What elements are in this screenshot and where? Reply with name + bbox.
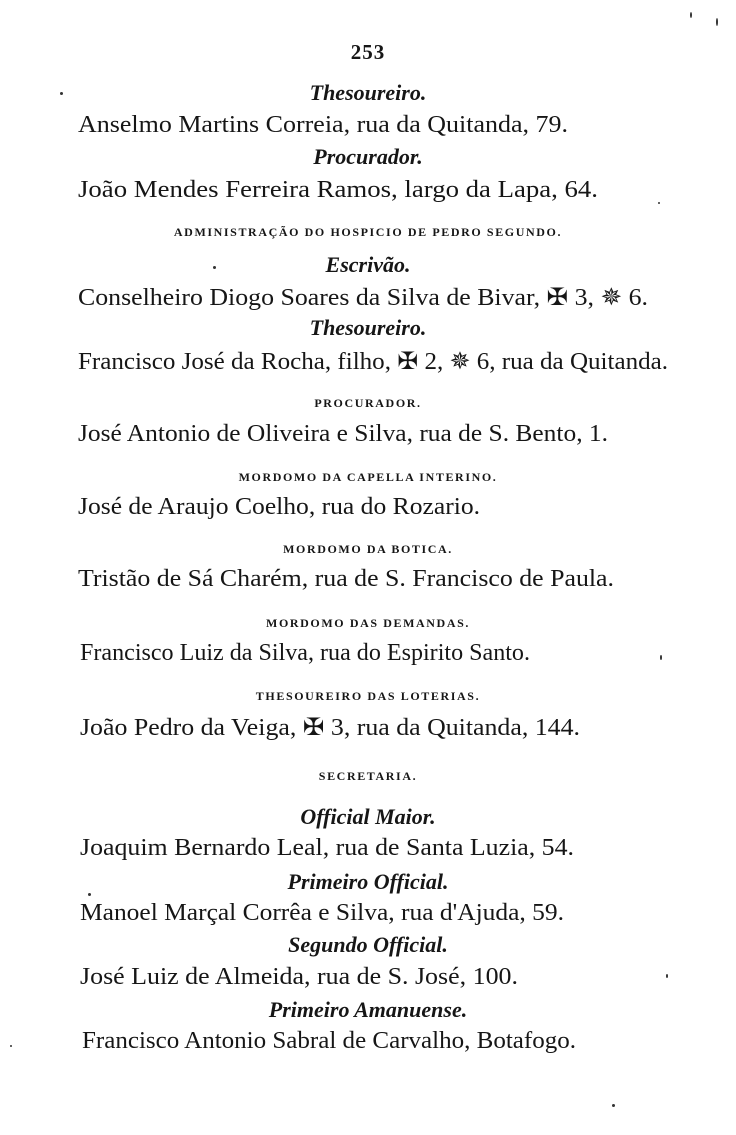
section-heading: MORDOMO DAS DEMANDAS.: [266, 616, 470, 630]
role-title: Official Maior.: [300, 804, 436, 829]
directory-entry: José de Araujo Coelho, rua do Rozario.: [78, 494, 480, 520]
role-title: Primeiro Official.: [287, 869, 449, 894]
scan-speck: [612, 1104, 615, 1107]
role-title: Primeiro Amanuense.: [268, 997, 468, 1022]
section-heading: SECRETARIA.: [318, 769, 418, 783]
role-title: Thesoureiro.: [309, 80, 427, 105]
scan-speck: [213, 266, 216, 269]
scan-speck: [660, 655, 662, 660]
scan-speck: [658, 202, 660, 204]
role-title: Segundo Official.: [288, 932, 448, 957]
scan-speck: [716, 18, 718, 26]
directory-entry: Manoel Marçal Corrêa e Silva, rua d'Ajuda, 59.: [80, 900, 564, 926]
directory-entry: José Antonio de Oliveira e Silva, rua de S. Bento, 1.: [78, 421, 608, 447]
role-title: Escrivão.: [325, 252, 411, 277]
directory-entry: Joaquim Bernardo Leal, rua de Santa Luzia, 54.: [80, 835, 574, 861]
directory-entry: José Luiz de Almeida, rua de S. José, 100.: [80, 964, 518, 990]
scan-speck: [666, 974, 668, 978]
directory-entry: Francisco José da Rocha, filho, ✠ 2, ✵ 6, rua da Quitanda.: [78, 349, 668, 375]
page-number: 253: [350, 40, 386, 64]
scan-speck: [690, 12, 692, 18]
role-title: Thesoureiro.: [309, 315, 427, 340]
section-heading: THESOUREIRO DAS LOTERIAS.: [255, 689, 481, 703]
scan-speck: [10, 1045, 12, 1047]
directory-entry: Francisco Antonio Sabral de Carvalho, Botafogo.: [82, 1028, 576, 1054]
section-heading: MORDOMO DA BOTICA.: [283, 542, 453, 556]
section-heading: ADMINISTRAÇÃO DO HOSPICIO DE PEDRO SEGUNDO.: [173, 225, 563, 239]
directory-entry: João Pedro da Veiga, ✠ 3, rua da Quitanda, 144.: [80, 715, 580, 741]
role-title: Procurador.: [313, 144, 423, 169]
section-heading: MORDOMO DA CAPELLA INTERINO.: [238, 470, 498, 484]
directory-entry: João Mendes Ferreira Ramos, largo da Lapa, 64.: [78, 177, 598, 203]
scan-speck: [88, 893, 91, 896]
section-heading: PROCURADOR.: [314, 396, 422, 410]
directory-entry: Anselmo Martins Correia, rua da Quitanda, 79.: [78, 112, 568, 138]
scan-speck: [60, 92, 63, 95]
directory-entry: Conselheiro Diogo Soares da Silva de Bivar, ✠ 3, ✵ 6.: [78, 285, 648, 311]
directory-entry: Tristão de Sá Charém, rua de S. Francisco de Paula.: [78, 566, 614, 592]
directory-entry: Francisco Luiz da Silva, rua do Espirito Santo.: [80, 640, 530, 666]
